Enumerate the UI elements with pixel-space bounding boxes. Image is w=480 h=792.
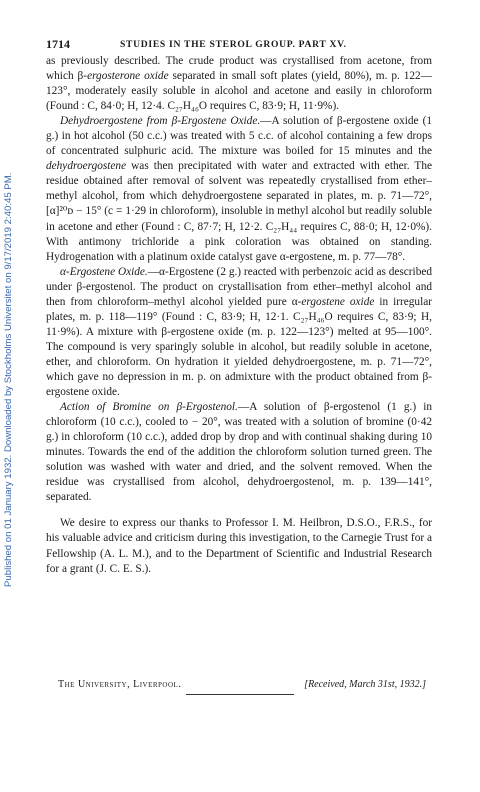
received-date: [Received, March 31st, 1932.] [304, 679, 426, 690]
text-run: separated in small soft plates (yield, 80%), m. p. 122—123°, moderately easily soluble in alcohol and acetone and easily in chloroform (Found : C, 84·0; H, 12·4. C₂₇H₄₆O requires C, 83·9; H, 11·9%). [46, 70, 432, 113]
text-run: —α-Ergostene (2 g.) reacted with perbenzoic acid as described under β-ergostenol. The product on crystallisation from ether–methyl alcohol and then from chloroform–methyl alcohol yielded pure α- [46, 265, 433, 308]
italic-text: α-Ergostene Oxide. [60, 265, 148, 278]
paragraph-alpha-ergostene-oxide [46, 265, 432, 400]
paragraph-dehydroergostene [46, 114, 432, 264]
article-body [46, 54, 432, 577]
paragraph-crude-product [46, 54, 432, 114]
page-number: 1714 [46, 37, 70, 51]
italic-text: ergosterone oxide [87, 70, 169, 83]
italic-text: ergostene oxide [301, 295, 375, 308]
italic-text: Dehydroergostene from β-Ergostene Oxide. [60, 115, 261, 128]
footer [46, 678, 432, 692]
text-run: as previously described. The crude product was crystallised from acetone, from which β- [46, 55, 432, 83]
paragraph-acknowledgements [46, 516, 432, 576]
italic-text: dehydroergostene [46, 160, 127, 173]
paragraph-bromine-action [46, 400, 432, 505]
text-run: We desire to express our thanks to Professor I. M. Heilbron, D.S.O., F.R.S., for his valuable advice and criticism during this investigation, to the Carnegie Trust for a Fellowship (A. L. M.), and to the Department of Scientific and Industrial Research for a grant (J. C. E. S.). [46, 517, 432, 575]
running-title: STUDIES IN THE STEROL GROUP. PART XV. [120, 39, 347, 50]
text-run: —A solution of β-ergostene oxide (1 g.) in hot alcohol (50 c.c.) was treated with 5 c.c. of alcohol containing a few drops of concentrated sulphuric acid. The mixture was boiled for 15 minutes and the [46, 115, 432, 158]
text-run: —A solution of β-ergostenol (1 g.) in chloroform (10 c.c.), cooled to − 20°, was treated with a solution of bromine (0·42 g.) in chloroform (10 c.c.), added drop by drop and with continual shaking during 10 minutes. Towards the end of the addition the chloroform solution turned green. The solution was washed with water and dried, and the solvent removed. When the residue was crystallised from alcohol, dehydroergostenol, m. p. 139—141°, separated. [46, 401, 433, 504]
end-rule [186, 694, 294, 695]
text-run: was then precipitated with water and extracted with ether. The residue obtained after removal of solvent was repeatedly crystallised from ether–methyl alcohol, from which dehydroergostene separated in plates, m. p. 71—72°, [α]²⁰ᴅ − 15° (c = 1·29 in chloroform), insoluble in methyl alcohol but readily soluble in acetone and ether (Found : C, 87·7; H, 12·2. C₂₇H₄₄ requires C, 88·0; H, 12·0%). With antimony trichloride a pink coloration was obtained on standing. Hydrogenation with a platinum oxide catalyst gave α-ergostene, m. p. 77—78°. [46, 160, 432, 263]
text-run: in irregular plates, m. p. 118—119° (Found : C, 83·9; H, 12·1. C₂₇H₄₆O requires C, 83·9; H, 11·9%). A mixture with β-ergostene oxide (m. p. 122—123°) melted at 95—100°. The compound is very sparingly soluble in alcohol, but readily soluble in acetone, ether, and chloroform. On hydration it yielded dehydroergostene, m. p. 71—72°, which gave no depression in m. p. on admixture with the product obtained from β-ergostene oxide. [46, 295, 432, 399]
italic-text: Action of Bromine on β-Ergostenol. [60, 401, 238, 414]
download-watermark: Published on 01 January 1932. Downloaded by Stockholms Universitet on 9/17/2019 2:40:45 PM. [3, 172, 14, 588]
affiliation: The University, Liverpool. [58, 679, 182, 690]
running-header [46, 37, 436, 51]
